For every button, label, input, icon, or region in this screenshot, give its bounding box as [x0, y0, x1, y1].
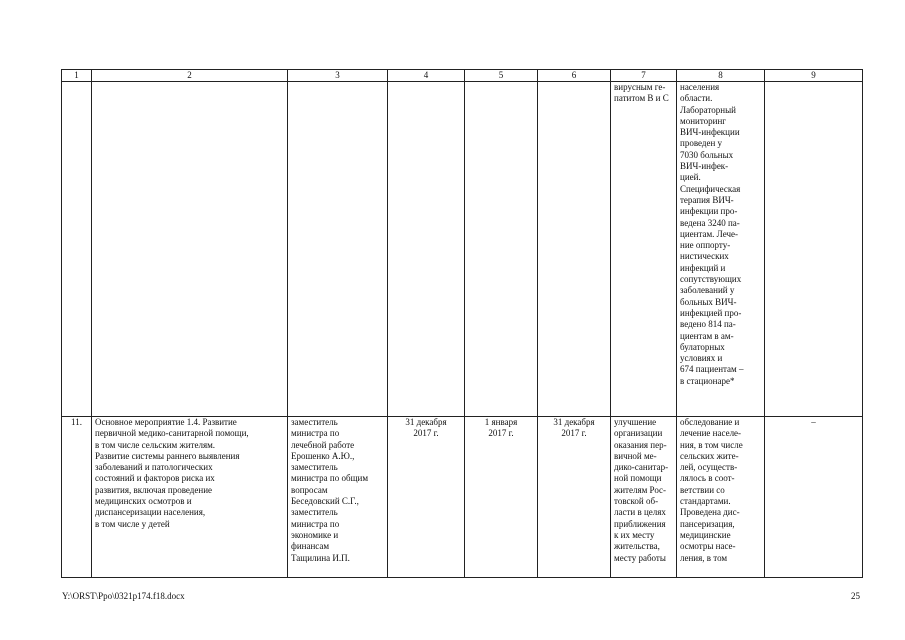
table-cell-result: вирусным ге- патитом В и С: [611, 82, 677, 417]
expected-result: улучшение организации оказания пер- вичной ме- дико-санитар- ной помощи жителям Рос- товской об- ласти в целях приближения к их месту жительства, месту работы: [611, 417, 677, 578]
end-date: 31 декабря 2017 г.: [538, 417, 611, 578]
table-row: [62, 82, 863, 417]
actual-result: обследование и лечение населе- ния, в том числе сельских жите- лей, осуществ- лялось в соот- ветствии со стандартами. Проведена дис- пансеризация, медицинские осмотры насе- ления, в том: [677, 417, 765, 578]
table-cell: [92, 82, 288, 417]
responsible-person: заместитель министра по лечебной работе Ерошенко А.Ю., заместитель министра по общим вопросам Беседовский С.Г., заместитель министра по экономике и финансам Тащилина И.П.: [288, 417, 388, 578]
col-header: 2: [92, 70, 288, 82]
table-row: [62, 417, 863, 578]
col-header: 6: [538, 70, 611, 82]
table-cell: [765, 82, 863, 417]
col-header: 1: [62, 70, 92, 82]
table-cell-info: населения области. Лабораторный мониторинг ВИЧ-инфекции проведен у 7030 больных ВИЧ-инфек- цией. Специфическая терапия ВИЧ- инфекции про- ведена 3240 па- циентам. Лече- ние оппорту- нистических инфекций и сопутствующих заболеваний у больных ВИЧ- инфекцией про- ведено 814 па- циентам в ам- булаторных условиях и 674 пациентам – в стационаре*: [677, 82, 765, 417]
table-cell: [62, 82, 92, 417]
col-header: 4: [388, 70, 465, 82]
table-cell: [388, 82, 465, 417]
notes-cell: –: [765, 417, 863, 578]
table-cell: [465, 82, 538, 417]
col-header: 3: [288, 70, 388, 82]
col-header: 8: [677, 70, 765, 82]
header-row: [62, 70, 863, 82]
planned-date: 31 декабря 2017 г.: [388, 417, 465, 578]
table-cell: [288, 82, 388, 417]
page-number: 25: [851, 591, 860, 601]
measure-name: Основное мероприятие 1.4. Развитие первичной медико-санитарной помощи, в том числе сельским жителям. Развитие системы раннего выявления заболеваний и патологических состояний и факторов риска их развития, включая проведение медицинских осмотров и диспансеризации населения, в том числе у детей: [92, 417, 288, 578]
col-header: 7: [611, 70, 677, 82]
col-header: 5: [465, 70, 538, 82]
row-number: 11.: [62, 417, 92, 578]
table-cell: [538, 82, 611, 417]
col-header: 9: [765, 70, 863, 82]
report-table: [61, 69, 863, 578]
file-path: Y:\ORST\Ppo\0321p174.f18.docx: [62, 591, 185, 601]
start-date: 1 января 2017 г.: [465, 417, 538, 578]
